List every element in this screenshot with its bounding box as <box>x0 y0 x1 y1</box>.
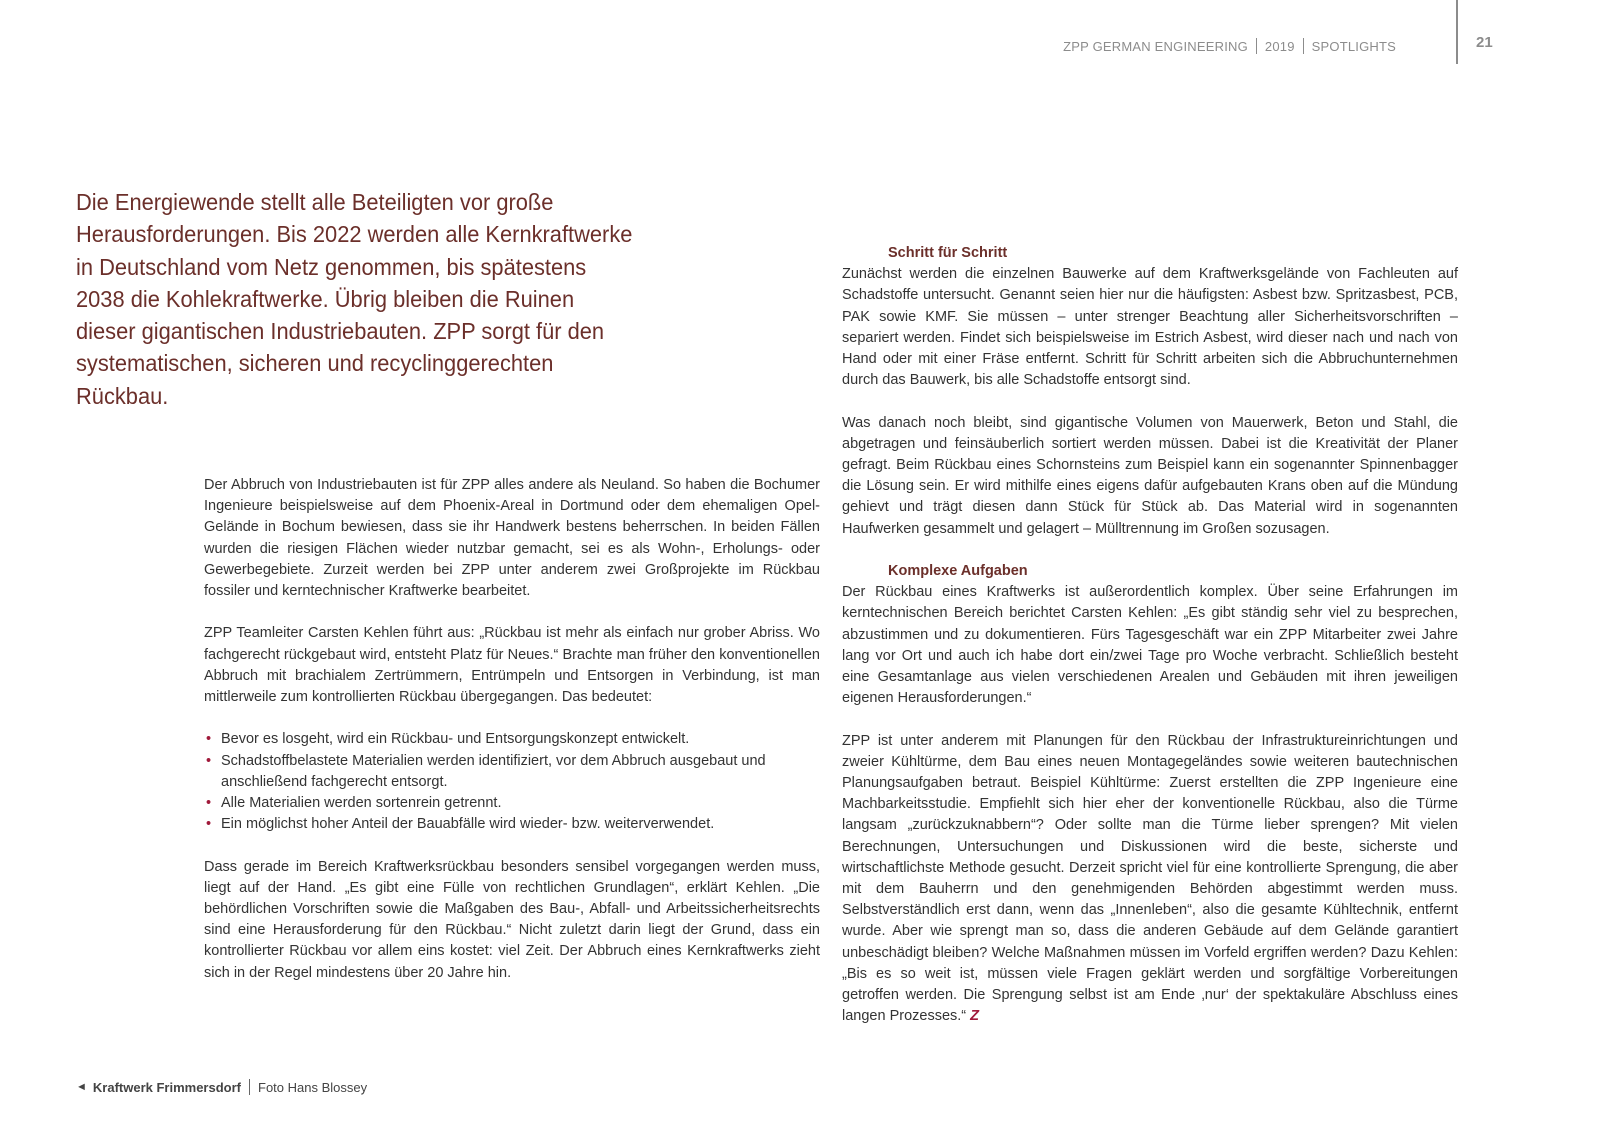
bullet-icon: • <box>206 731 212 748</box>
subheading: Schritt für Schritt <box>888 245 1008 261</box>
bullet-icon: • <box>206 752 212 769</box>
paragraph: Der Abbruch von Industriebauten ist für ZPP alles andere als Neuland. So haben die Bochumer Ingenieure beispielsweise auf dem Phoenix-Areal in Dortmund oder dem ehemaligen Opel-Gelände in Bochum bewiesen, dass sie ihr Handwerk bestens beherrschen. In beiden Fällen wurden die riesigen Flächen wieder nutzbar gemacht, sei es als Wohn-, Erholungs- oder Gewerbegebiete. Zurzeit werden bei ZPP unter anderem zwei Großprojekte im Rückbau fossiler und kerntechnischer Kraftwerke bearbeitet. <box>204 477 820 600</box>
header-vertical-rule <box>1456 0 1458 64</box>
paragraph: Was danach noch bleibt, sind gigantische Volumen von Mauerwerk, Beton und Stahl, die abgetragen und feinsäuberlich sortiert werden müssen. Dabei ist die Kreativität der Planer gefragt. Beim Rückbau eines Schornsteins zum Beispiel kann ein sogenannter Spinnenbagger die Lösung sein. Er wird mithilfe eines eigens dafür aufgebauten Krans oben auf die Mündung gehievt und trägt diesen dann Stück für Stück ab. Das Material wird in sogenannten Haufwerken gesammelt und gelagert – Mülltrennung im Großen sozusagen. <box>842 414 1458 537</box>
intro-lead: Die Energiewende stellt alle Beteiligten vor große Herausforderungen. Bis 2022 werden alle Kernkraftwerke in Deutschland vom Netz genommen, bis spätestens 2038 die Kohlekraftwerke. Übrig bleiben die Ruinen dieser gigantischen Industriebauten. ZPP sorgt für den systematischen, sicheren und recyclinggerechten Rückbau. <box>76 189 633 409</box>
header-divider <box>1256 38 1257 54</box>
list-item: • Ein möglichst hoher Anteil der Bauabfälle wird wieder- bzw. weiterverwendet. <box>204 814 820 835</box>
caption-title: Kraftwerk Frimmersdorf <box>92 1079 241 1095</box>
page-number: 21 <box>1476 34 1493 51</box>
photo-caption <box>76 1079 367 1095</box>
section-name: SPOTLIGHTS <box>1311 38 1396 54</box>
paragraph: Zunächst werden die einzelnen Bauwerke auf dem Kraftwerksgelände von Fachleuten auf Schadstoffe untersucht. Genannt seien hier nur die häufigsten: Asbest bzw. Spritzasbest, PCB, PAK sowie KMF. Sie müssen – unter strenger Beachtung aller Sicherheitsvorschriften – separiert werden. Findet sich beispielsweise im Estrich Asbest, wird dieser nach und nach von Hand oder mit einer Fräse entfernt. Schritt für Schritt arbeiten sich die Abbruchunternehmen durch das Bauwerk, bis alle Schadstoffe entsorgt sind. <box>842 266 1458 389</box>
end-mark-icon: Z <box>970 1008 980 1025</box>
paragraph: Dass gerade im Bereich Kraftwerksrückbau besonders sensibel vorgegangen werden muss, liegt auf der Hand. „Es gibt eine Fülle von rechtlichen Grundlagen“, erklärt Kehlen. „Die behördlichen Vorschriften sowie die Maßgaben des Bau-, Abfall- und Arbeitssicherheitsrechts sind eine Herausforderung für den Rückbau.“ Nicht zuletzt darin liegt der Grund, dass ein kontrollierter Rückbau vor allem eins kostet: viel Zeit. Der Abbruch eines Kernkraftwerks zieht sich in der Regel mindestens über 20 Jahre hin. <box>204 858 820 981</box>
bullet-icon: • <box>206 795 212 812</box>
article-column-right <box>842 243 1458 1049</box>
bullet-icon: • <box>206 816 212 833</box>
paragraph-last: ZPP ist unter anderem mit Planungen für den Rückbau der Infrastruktureinrichtungen und zweier Kühltürme, dem Bau eines neuen Montagegeländes sowie weiteren bautechnischen Planungsaufgaben betraut. Beispiel Kühltürme: Zuerst erstellten die ZPP Ingenieure eine Machbarkeitsstudie. Empfiehlt sich hier eher der konventionelle Rückbau, also die Türme langsam „zurückzuknabbern“? Oder sollte man die Türme lieber sprengen? Mit vielen Berechnungen, Untersuchungen und Diskussionen wird die beste, sicherste und wirtschaftlichste Methode gesucht. Derzeit spricht viel für eine kontrollierte Sprengung, die aber mit dem Bauherrn und den genehmigenden Behörden abgestimmt werden muss. Selbstverständlich erst dann, wenn das „Innenleben“, also die gesamte Kühltechnik, entfernt wurde. Aber wie sprengt man so, dass die anderen Gebäude auf dem Gelände garantiert unbeschädigt bleiben? Welche Maßnahmen müssen im Vorfeld ergriffen werden? Dazu Kehlen: „Bis es so weit ist, müssen viele Fragen geklärt werden und sorgfältige Vorbereitungen getroffen werden. Die Sprengung selbst ist am Ende ‚nur‘ der spektakuläre Abschluss eines langen Prozesses.“ Z <box>842 732 1458 1025</box>
paragraph: ZPP Teamleiter Carsten Kehlen führt aus: „Rückbau ist mehr als einfach nur grober Abriss. Wo fachgerecht rückgebaut wird, entsteht Platz für Neues.“ Brachte man früher den konventionellen Abbruch mit brachialem Zertrümmern, Entrümpeln und Entsorgen in Verbindung, ist man mittlerweile zum kontrollierten Rückbau übergegangen. Das bedeutet: <box>204 625 820 706</box>
list-item: • Bevor es losgeht, wird ein Rückbau- und Entsorgungskonzept entwickelt. <box>204 729 820 750</box>
list-item: • Alle Materialien werden sortenrein getrennt. <box>204 793 820 814</box>
article-column-left <box>204 475 820 1005</box>
subheading: Komplexe Aufgaben <box>888 563 1028 580</box>
caption-divider <box>249 1079 250 1095</box>
running-header <box>1063 38 1396 54</box>
triangle-left-icon: ◄ <box>76 1081 87 1093</box>
paragraph: Der Rückbau eines Kraftwerks ist außerordentlich komplex. Über seine Erfahrungen im kerntechnischen Bereich berichtet Carsten Kehlen: „Es gibt ständig sehr viel zu besprechen, abzustimmen und zu dokumentieren. Fürs Tagesgeschäft war ein ZPP Mitarbeiter zwei Jahre lang vor Ort und auch ich habe dort ein/zwei Tage pro Woche verbracht. Schließlich besteht eine Gesamtanlage aus vielen verschiedenen Arealen und Gebäuden mit ihren jeweiligen eigenen Herausforderungen.“ <box>842 584 1458 707</box>
publication-year: 2019 <box>1264 38 1295 54</box>
caption-credit: Foto Hans Blossey <box>258 1079 368 1095</box>
publication-title: ZPP GERMAN ENGINEERING <box>1063 38 1248 54</box>
list-item: • Schadstoffbelastete Materialien werden identifiziert, vor dem Abbruch ausgebaut und anschließend fachgerecht entsorgt. <box>206 752 766 790</box>
header-divider <box>1303 38 1304 54</box>
bullet-list <box>204 729 820 835</box>
